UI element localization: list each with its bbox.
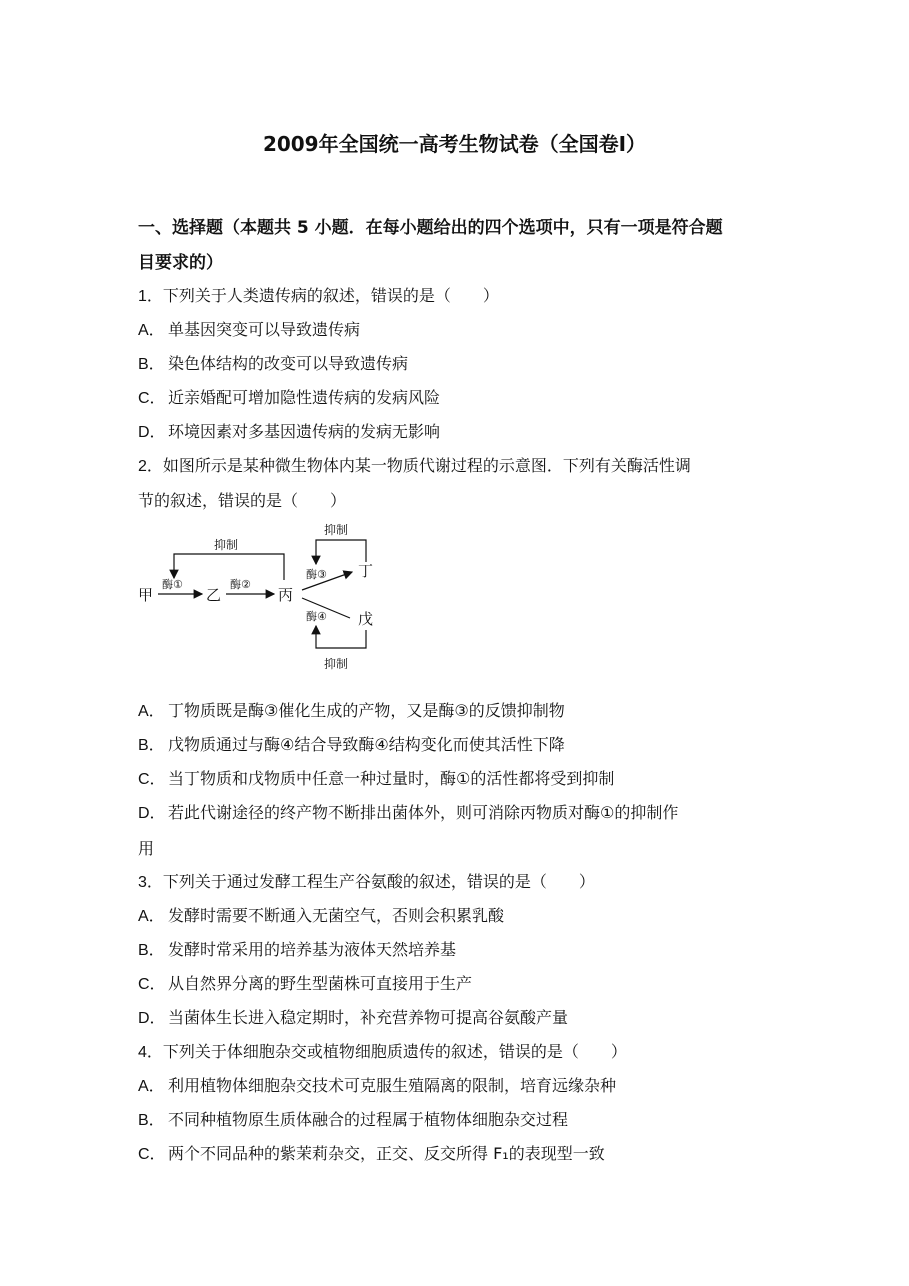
substance-yi: 乙 [206, 586, 222, 604]
question-number: 1． [138, 288, 163, 305]
q1-option-d [138, 419, 440, 442]
substance-jia: 甲 [138, 586, 154, 604]
question-text: 下列关于人类遗传病的叙述，错误的是（ ） [162, 286, 499, 305]
label-enzyme4: 酶④ [306, 610, 327, 623]
option-label: C． [138, 1146, 166, 1163]
q1-option-a [138, 317, 360, 340]
label-inhibit-top-left: 抑制 [214, 538, 239, 552]
q2-option-d [138, 800, 678, 823]
option-text: 从自然界分离的野生型菌株可直接用于生产 [168, 974, 473, 993]
substance-ding: 丁 [358, 562, 374, 580]
question-number: 3． [138, 874, 163, 891]
option-text: 发酵时需要不断通入无菌空气，否则会积累乳酸 [168, 906, 505, 925]
option-label: B． [138, 942, 165, 959]
option-text: 戊物质通过与酶④结合导致酶④结构变化而使其活性下降 [168, 735, 565, 754]
section-heading-line1: 一、选择题（本题共 5 小题．在每小题给出的四个选项中，只有一项是符合题 [138, 218, 723, 238]
label-enzyme2: 酶② [230, 578, 251, 591]
option-label: C． [138, 390, 166, 407]
q2-option-a [138, 698, 565, 721]
question-text: 如图所示是某种微生物体内某一物质代谢过程的示意图．下列有关酶活性调 [162, 456, 691, 475]
option-label: A． [138, 1078, 165, 1095]
option-label: A． [138, 703, 165, 720]
question-1-stem [138, 283, 499, 306]
option-label: D． [138, 805, 166, 822]
question-2-stem-line1 [138, 453, 691, 476]
option-text: 近亲婚配可增加隐性遗传病的发病风险 [168, 388, 441, 407]
option-text: 单基因突变可以导致遗传病 [168, 320, 361, 339]
q3-option-a [138, 903, 504, 926]
option-text: 若此代谢途径的终产物不断排出菌体外，则可消除丙物质对酶①的抑制作 [168, 803, 679, 822]
option-text: 染色体结构的改变可以导致遗传病 [168, 354, 409, 373]
option-text: 当丁物质和戊物质中任意一种过量时，酶①的活性都将受到抑制 [168, 769, 615, 788]
label-enzyme1: 酶① [162, 578, 183, 591]
q4-option-c [138, 1141, 605, 1164]
section-heading-line2: 目要求的） [138, 253, 223, 273]
question-4-stem [138, 1039, 627, 1062]
feedback-arrow-wu [316, 626, 366, 648]
question-number: 2． [138, 458, 163, 475]
feedback-arrow-ding [316, 540, 366, 564]
question-number: 4． [138, 1044, 163, 1061]
option-text: 丁物质既是酶③催化生成的产物，又是酶③的反馈抑制物 [168, 701, 565, 720]
option-label: A． [138, 322, 165, 339]
option-text: 利用植物体细胞杂交技术可克服生殖隔离的限制，培育远缘杂种 [168, 1076, 617, 1095]
label-enzyme3: 酶③ [306, 568, 327, 581]
substance-bing: 丙 [278, 586, 294, 604]
option-label: D． [138, 424, 166, 441]
q3-option-c [138, 971, 472, 994]
metabolic-pathway-diagram [134, 514, 394, 674]
option-text: 环境因素对多基因遗传病的发病无影响 [168, 422, 441, 441]
q3-option-d [138, 1005, 568, 1028]
option-text: 不同种植物原生质体融合的过程属于植物体细胞杂交过程 [168, 1110, 569, 1129]
q4-option-a [138, 1073, 616, 1096]
question-2-stem-line2: 节的叙述，错误的是（ ） [138, 491, 347, 510]
option-text: 当菌体生长进入稳定期时，补充营养物可提高谷氨酸产量 [168, 1008, 569, 1027]
q4-option-b [138, 1107, 568, 1130]
question-3-stem [138, 869, 595, 892]
option-text: 两个不同品种的紫茉莉杂交，正交、反交所得 F₁的表现型一致 [168, 1144, 605, 1163]
option-label: C． [138, 976, 166, 993]
label-inhibit-top-right: 抑制 [324, 523, 349, 537]
question-text: 下列关于体细胞杂交或植物细胞质遗传的叙述，错误的是（ ） [162, 1042, 627, 1061]
q2-option-d-continuation: 用 [138, 839, 155, 858]
option-text: 发酵时常采用的培养基为液体天然培养基 [168, 940, 457, 959]
option-label: B． [138, 737, 165, 754]
option-label: A． [138, 908, 165, 925]
q2-option-b [138, 732, 565, 755]
q3-option-b [138, 937, 456, 960]
question-text: 下列关于通过发酵工程生产谷氨酸的叙述，错误的是（ ） [162, 872, 595, 891]
q1-option-c [138, 385, 440, 408]
exam-title: 2009年全国统一高考生物试卷（全国卷Ⅰ） [262, 132, 647, 156]
option-label: B． [138, 1112, 165, 1129]
q1-option-b [138, 351, 408, 374]
q2-option-c [138, 766, 614, 789]
feedback-arrow-bing [174, 554, 284, 580]
label-inhibit-bottom: 抑制 [324, 657, 349, 671]
option-label: B． [138, 356, 165, 373]
option-label: D． [138, 1010, 166, 1027]
option-label: C． [138, 771, 166, 788]
substance-wu: 戊 [358, 610, 374, 628]
